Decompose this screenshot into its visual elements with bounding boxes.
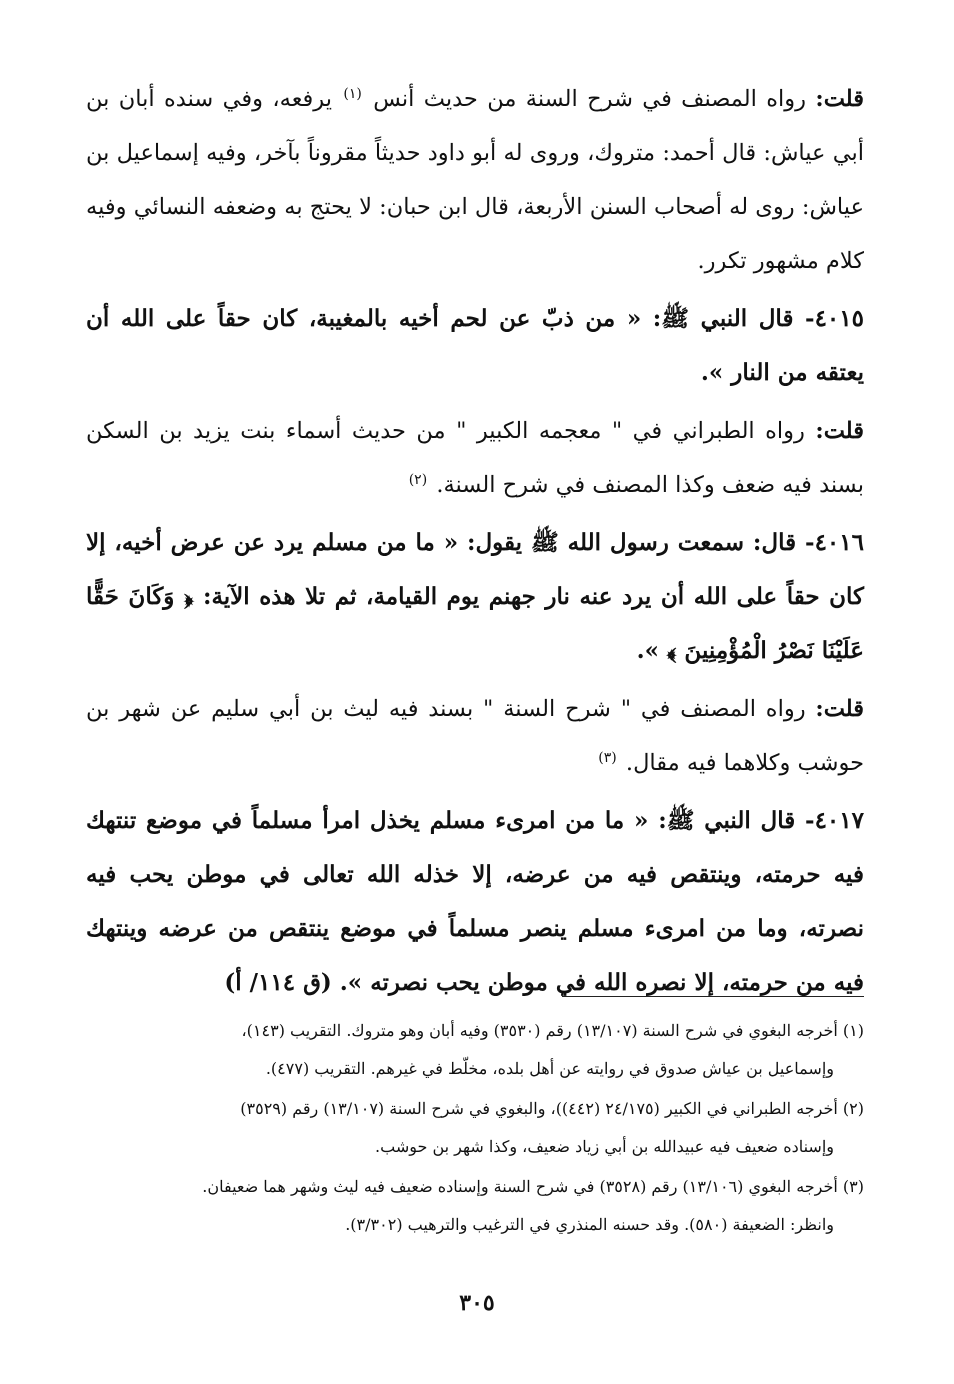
- hadith-4015: ٤٠١٥- قال النبي ﷺ: « من ذبّ عن لحم أخيه بالمغيبة، كان حقاً على الله أن يعتقه من النار ».: [86, 305, 864, 386]
- commentary-text-cont: يرفعه، وفي سنده أبان بن أبي عياش: قال أحمد: متروك، وروى له أبو داود حديثاً مقروناً بآخر، وفيه إسماعيل بن عياش: روى له أصحاب السنن الأربعة، قال ابن حبان: لا يحتج به وضعفه النسائي وفيه كلام مشهور تكرر.: [86, 86, 864, 274]
- hadith-4016: ٤٠١٦- قال: سمعت رسول الله ﷺ يقول: « ما من مسلم يرد عن عرض أخيه، إلا كان حقاً على الله أن يرد عنه نار جهنم يوم القيامة، ثم تلا هذه الآية: ﴿ وَكَانَ حَقًّا عَلَيْنَا نَصْرُ الْمُؤْمِنِينَ ﴾ ».: [86, 529, 864, 664]
- footnote-ref-2: (٢): [408, 471, 428, 488]
- footnote-2-line-1: (٢) أخرجه الطبراني في الكبير (٢٤/١٧٥ (٤٤٢))، والبغوي في شرح السنة (١٣/١٠٧) رقم (٣٥٢٩): [240, 1099, 864, 1118]
- commentary-paragraph-2: [86, 404, 864, 512]
- main-text: [86, 72, 864, 1010]
- footnote-ref-3: (٣): [598, 749, 617, 766]
- footnote-1-line-2: وإسماعيل بن عياش صدوق في روايته عن أهل بلده، مخلّط في غيرهم. التقريب (٤٧٧).: [265, 1059, 834, 1078]
- commentary-paragraph-1: [86, 72, 864, 288]
- commentary-lead: قلت:: [815, 418, 864, 444]
- page-number: ٣٠٥: [459, 1290, 495, 1316]
- footnote-3-line-1: (٣) أخرجه البغوي (١٣/١٠٦) رقم (٣٥٢٨) في شرح السنة وإسناده ضعيف فيه ليث وشهر هما ضعيفان.: [202, 1177, 864, 1196]
- commentary-lead: قلت:: [815, 86, 865, 112]
- commentary-paragraph-3: [86, 682, 864, 790]
- footnote-2-line-2: وإسناده ضعيف فيه عبيدالله بن أبي زياد ضعيف، وكذا شهر بن حوشب.: [375, 1137, 834, 1156]
- commentary-lead: قلت:: [815, 696, 865, 722]
- commentary-text: رواه المصنف في شرح السنة من حديث أنس: [373, 86, 807, 112]
- footnote-2: [86, 1090, 864, 1166]
- footnotes: [86, 1012, 864, 1246]
- footnote-1-line-1: (١) أخرجه البغوي في شرح السنة (١٣/١٠٧) رقم (٣٥٣٠) وفيه أبان وهو متروك. التقريب (١٤٣)،: [241, 1021, 864, 1040]
- footnote-3: [86, 1168, 864, 1244]
- hadith-4017: ٤٠١٧- قال النبي ﷺ: « ما من امرىء مسلم يخذل امرأ مسلماً في موضع تنتهك فيه حرمته، وينتقص فيه من عرضه، إلا خذله الله تعالى في موطن يحب فيه نصرته، وما من امرىء مسلم ينصر مسلماً في موضع ينتقص من عرضه وينتهك فيه من حرمته، إلا نصره الله في موطن يحب نصرته ». (ق ١١٤/ أ): [86, 807, 864, 996]
- footnote-3-line-2: وانظر: الضعيفة (٥٨٠). وقد حسنه المنذري في الترغيب والترهيب (٣/٣٠٢).: [345, 1215, 834, 1234]
- commentary-text: رواه الطبراني في " معجمه الكبير " من حديث أسماء بنت يزيد بن السكن بسند فيه ضعف وكذا المصنف في شرح السنة.: [86, 418, 864, 498]
- footnote-ref-1: (١): [343, 85, 362, 102]
- footnote-1: [86, 1012, 864, 1088]
- commentary-text: رواه المصنف في " شرح السنة " بسند فيه ليث بن أبي سليم عن شهر بن حوشب وكلاهما فيه مقال.: [86, 696, 864, 776]
- footnote-separator: [562, 996, 864, 997]
